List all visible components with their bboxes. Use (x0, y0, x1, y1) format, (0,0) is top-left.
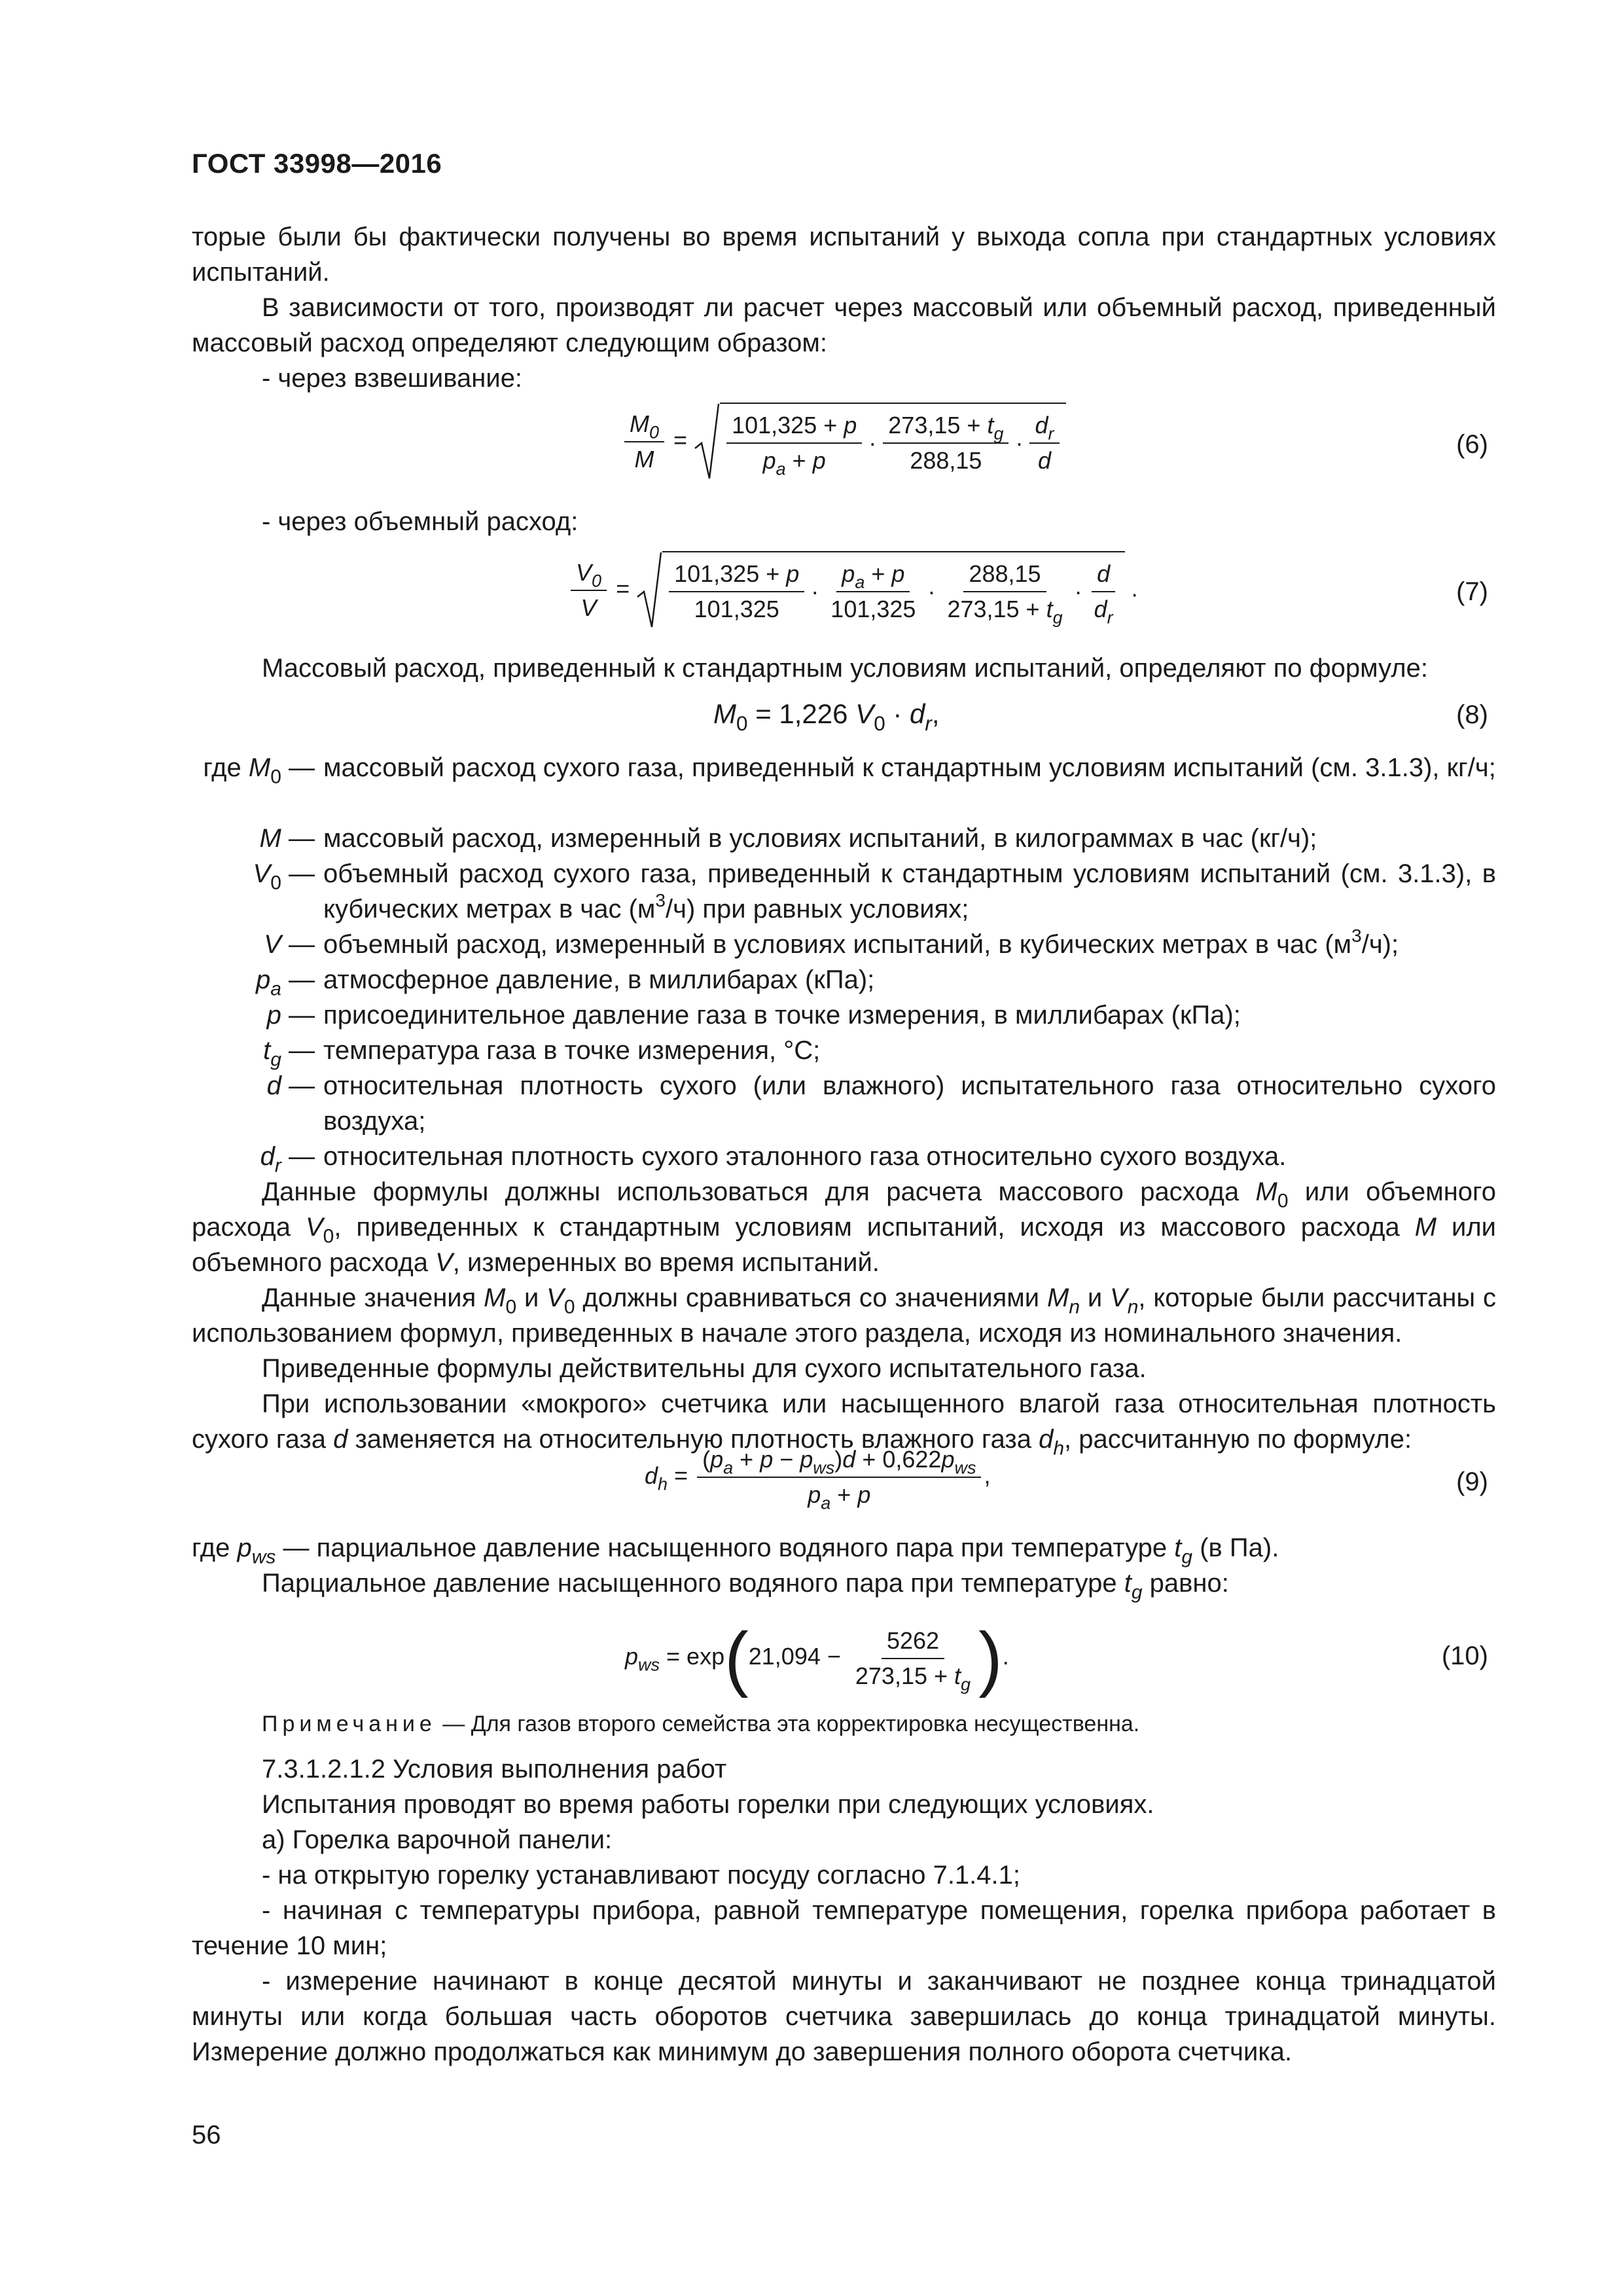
page-number: 56 (192, 2121, 221, 2149)
intro-paragraph: торые были бы фактически получены во время испытаний у выхода сопла при стандартных условиях испытаний. (192, 223, 1496, 287)
formula-8: $M_0 = 1,226$ $V_0 \cdot d_r$, (713, 698, 940, 736)
definition-tg: $t_g$ — температура газа в точке измерения, °С; (263, 1036, 821, 1071)
pws-sentence: Парциальное давление насыщенного водяного пара при температуре $t_g$ равно: (262, 1569, 1229, 1604)
formula-10: $p_{ws} = \exp(21,094$ − $\frac{5262}{273,15 + t_g}$ ). (625, 1618, 1009, 1698)
definition-d: d — относительная плотность сухого (или влажного) испытательного газа относительно сухого воздуха; (266, 1071, 1496, 1136)
doc-header: ГОСТ 33998—2016 (192, 148, 442, 179)
calc-method-paragraph: В зависимости от того, производят ли расчет через массовый или объемный расход, приведенный массовый расход определяют следующим образом: (192, 293, 1496, 357)
definition-m: M — массовый расход, измеренный в условиях испытаний, в килограммах в час (кг/ч); (259, 824, 1317, 853)
definition-v: V — объемный расход, измеренный в условиях испытаний, в кубических метрах в час $(м^3/ч)$; (264, 925, 1399, 959)
pws-definition: где $p_{ws}$ — парциальное давление насыщенного водяного пара при температуре $t_g$ (в Па). (192, 1534, 1279, 1568)
mass-flow-sentence: Массовый расход, приведенный к стандартным условиям испытаний, определяют по формуле: (262, 654, 1428, 683)
item-a: а) Горелка варочной панели: (262, 1825, 613, 1854)
item-3: - измерение начинают в конце десятой минуты и заканчивают не позднее конца тринадцатой минуты или когда большая часть оборотов счетчика завершилась до конца тринадцатой минуты. Измерение должно продолжаться как минимум до завершения полного оборота счетчика. (192, 1967, 1496, 2066)
item-2: - начиная с температуры прибора, равной температуре помещения, горелка прибора работает в течение 10 мин; (192, 1896, 1496, 1960)
section-intro: Испытания проводят во время работы горелки при следующих условиях. (262, 1790, 1154, 1819)
equation-number-9: (9) (1456, 1467, 1488, 1496)
equation-number-10: (10) (1441, 1641, 1488, 1670)
validity-paragraph: Приведенные формулы действительны для сухого испытательного газа. (262, 1354, 1147, 1383)
note: Примечание — Для газов второго семейства эта корректировка несущественна. (262, 1712, 1140, 1736)
item-1: - на открытую горелку устанавливают посуду согласно 7.1.4.1; (262, 1861, 1021, 1890)
definition-pa: $p_a$ — атмосферное давление, в миллибарах (кПа); (255, 965, 875, 1000)
definition-p: p — присоединительное давление газа в точке измерения, в миллибарах (кПа); (266, 1001, 1241, 1030)
definition-m0: где $M_0$ — массовый расход сухого газа, приведенный к стандартным условиям испытаний (см. 3.1.3), кг/ч; (203, 753, 1496, 788)
formulas-usage-paragraph: Данные формулы должны использоваться для расчета массового расхода $M_0$ или объемного расхода $V_0$, приведенных к стандартным условиям испытаний, исходя из массового расхода M или объемного расхода V, измеренных во время испытаний. (192, 1177, 1497, 1277)
definition-dr: $d_r$ — относительная плотность сухого эталонного газа относительно сухого воздуха. (260, 1142, 1287, 1177)
definition-v0: $V_0$ — объемный расход сухого газа, приведенный к стандартным условиям испытаний (см. 3.1.3), в кубических метрах в час $(м^3/ч)$ при равных условиях; (253, 859, 1496, 924)
formula-7: $\frac{V_0}{V}$ = $\frac{101,325 + p}{101,325}$ · $\frac{p_a + p}{101,325}$ · $\frac{288,15}{273,15 + t_g}$ · $\frac{d}{d_r}$ . (568, 551, 1138, 630)
compare-paragraph: Данные значения $M_0$ и $V_0$ должны сравниваться со значениями $M_n$ и $V_n$, которые были рассчитаны с использованием формул, приведенных в начале этого раздела, исходя из номинального значения. (192, 1283, 1496, 1348)
section-title: 7.3.1.2.1.2 Условия выполнения работ (262, 1755, 727, 1784)
wet-meter-paragraph: При использовании «мокрого» счетчика или насыщенного влагой газа относительная плотность сухого газа d заменяется на относительную плотность влажного газа $d_h$, рассчитанную по формуле: (192, 1390, 1496, 1460)
formula-9: $d_h$ = $\frac{(p_a + p - p_{ws})d + 0,622p_{ws}}{p_a + p}$ , (645, 1446, 991, 1513)
equation-number-8: (8) (1456, 700, 1488, 729)
equation-number-6: (6) (1456, 430, 1488, 459)
item-weigh: - через взвешивание: (262, 364, 523, 393)
radical-icon (636, 551, 662, 630)
equation-number-7: (7) (1456, 577, 1488, 606)
item-volume: - через объемный расход: (262, 507, 579, 536)
formula-6: $\frac{M_0}{M}$ = $\frac{101,325 + p}{p_a + p}$ · $\frac{273,15 + t_g}{288,15}$ · $\frac{d_r}{d}$ (622, 403, 1066, 481)
radical-icon (694, 403, 720, 481)
